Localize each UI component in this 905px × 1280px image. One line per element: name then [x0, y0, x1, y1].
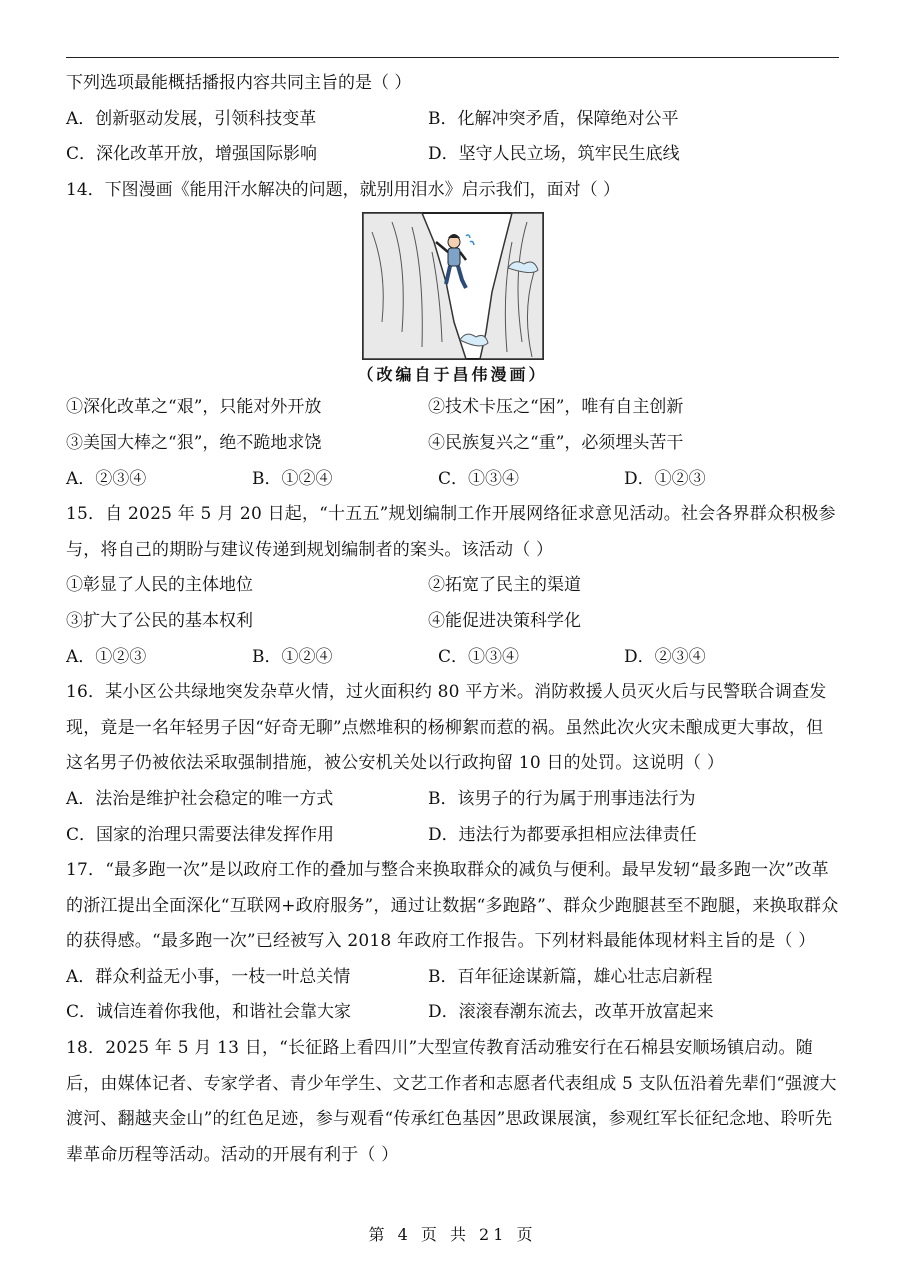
q16-options-row-1: [66, 782, 839, 818]
q14-figure-caption: （改编自于昌伟漫画）: [357, 365, 548, 385]
q14-item-3: ③美国大棒之“狠”，绝不跪地求饶: [66, 432, 322, 453]
q13-options-row-2: [66, 137, 839, 173]
q17-options-row-1: [66, 960, 839, 996]
q15-stem: 15．自 2025 年 5 月 20 日起，“十五五”规划编制工作开展网络征求意见活动。社会各界群众积极参与，将自己的期盼与建议传递到规划编制者的案头。该活动（ ）: [66, 504, 836, 560]
q17-option-a[interactable]: A．群众利益无小事，一枝一叶总关情: [66, 966, 351, 987]
q14-option-b[interactable]: B．①②④: [252, 468, 333, 489]
q17-stem: 17．“最多跑一次”是以政府工作的叠加与整合来换取群众的减负与便利。最早发轫“最多跑一次”改革的浙江提出全面深化“互联网+政府服务”，通过让数据“多跑路”、群众少跑腿甚至不跑腿，来换取群众的获得感。“最多跑一次”已经被写入 2018 年政府工作报告。下列材料最能体现材料主旨的是（ ）: [66, 860, 839, 952]
page-footer: 第 4 页 共 21 页: [368, 1225, 537, 1244]
q15-items-row-1: [66, 568, 839, 604]
q13-stem: 下列选项最能概括播报内容共同主旨的是（ ）: [66, 73, 412, 93]
q15-option-a[interactable]: A．①②③: [66, 646, 147, 667]
q14-option-c[interactable]: C．①③④: [438, 468, 520, 489]
q14-stem: 14．下图漫画《能用汗水解决的问题，就别用泪水》启示我们，面对（ ）: [66, 179, 621, 200]
q15-option-d[interactable]: D．②③④: [624, 646, 706, 667]
q15-item-3: ③扩大了公民的基本权利: [66, 610, 253, 631]
q14-items-row-2: [66, 426, 839, 462]
q15-option-b[interactable]: B．①②④: [252, 646, 333, 667]
q13-option-a[interactable]: A．创新驱动发展，引领科技变革: [66, 108, 317, 129]
q14-cartoon-figure: [66, 212, 839, 390]
q14-option-d[interactable]: D．①②③: [624, 468, 706, 489]
q14-options-row: [66, 462, 839, 498]
q13-option-d[interactable]: D．坚守人民立场，筑牢民生底线: [428, 144, 680, 165]
cartoon-climber-illustration: [362, 212, 544, 360]
q14-option-a[interactable]: A．②③④: [66, 468, 147, 489]
q17-option-b[interactable]: B．百年征途谋新篇，雄心壮志启新程: [428, 966, 713, 987]
header-rule: [66, 57, 839, 58]
q15-option-c[interactable]: C．①③④: [438, 646, 520, 667]
q16-stem: 16．某小区公共绿地突发杂草火情，过火面积约 80 平方米。消防救援人员灭火后与民警联合调查发现，竟是一名年轻男子因“好奇无聊”点燃堆积的杨柳絮而惹的祸。虽然此次火灾未酿成更大事故，但这名男子仍被依法采取强制措施，被公安机关处以行政拘留 10 日的处罚。这说明（ ）: [66, 682, 827, 774]
q18-stem: 18．2025 年 5 月 13 日，“长征路上看四川”大型宣传教育活动雅安行在石棉县安顺场镇启动。随后，由媒体记者、专家学者、青少年学生、文艺工作者和志愿者代表组成 5 支队伍沿着先辈们“强渡大渡河、翻越夹金山”的红色足迹，参与观看“传承红色基因”思政课展演，参观红军长征纪念地、聆听先辈革命历程等活动。活动的开展有利于（ ）: [66, 1038, 837, 1165]
q15-items-row-2: [66, 604, 839, 640]
q13-option-b[interactable]: B．化解冲突矛盾，保障绝对公平: [428, 108, 679, 129]
q15-item-2: ②拓宽了民主的渠道: [428, 575, 581, 596]
q16-option-c[interactable]: C．国家的治理只需要法律发挥作用: [66, 824, 335, 845]
q14-item-1: ①深化改革之“艰”，只能对外开放: [66, 397, 322, 418]
q14-item-4: ④民族复兴之“重”，必须埋头苦干: [428, 432, 684, 453]
q17-options-row-2: [66, 995, 839, 1031]
q15-item-4: ④能促进决策科学化: [428, 610, 581, 631]
q16-option-d[interactable]: D．违法行为都要承担相应法律责任: [428, 824, 697, 845]
q16-options-row-2: [66, 818, 839, 854]
q17-option-d[interactable]: D．滚滚春潮东流去，改革开放富起来: [428, 1002, 714, 1023]
q15-options-row: [66, 640, 839, 676]
page-content: [66, 66, 839, 1173]
q16-option-a[interactable]: A．法治是维护社会稳定的唯一方式: [66, 788, 334, 809]
q16-option-b[interactable]: B．该男子的行为属于刑事违法行为: [428, 788, 696, 809]
q13-options-row-1: [66, 102, 839, 138]
q13-option-c[interactable]: C．深化改革开放，增强国际影响: [66, 144, 318, 165]
q17-option-c[interactable]: C．诚信连着你我他，和谐社会靠大家: [66, 1002, 352, 1023]
q14-item-2: ②技术卡压之“困”，唯有自主创新: [428, 397, 684, 418]
q15-item-1: ①彰显了人民的主体地位: [66, 575, 253, 596]
q14-items-row-1: [66, 390, 839, 426]
